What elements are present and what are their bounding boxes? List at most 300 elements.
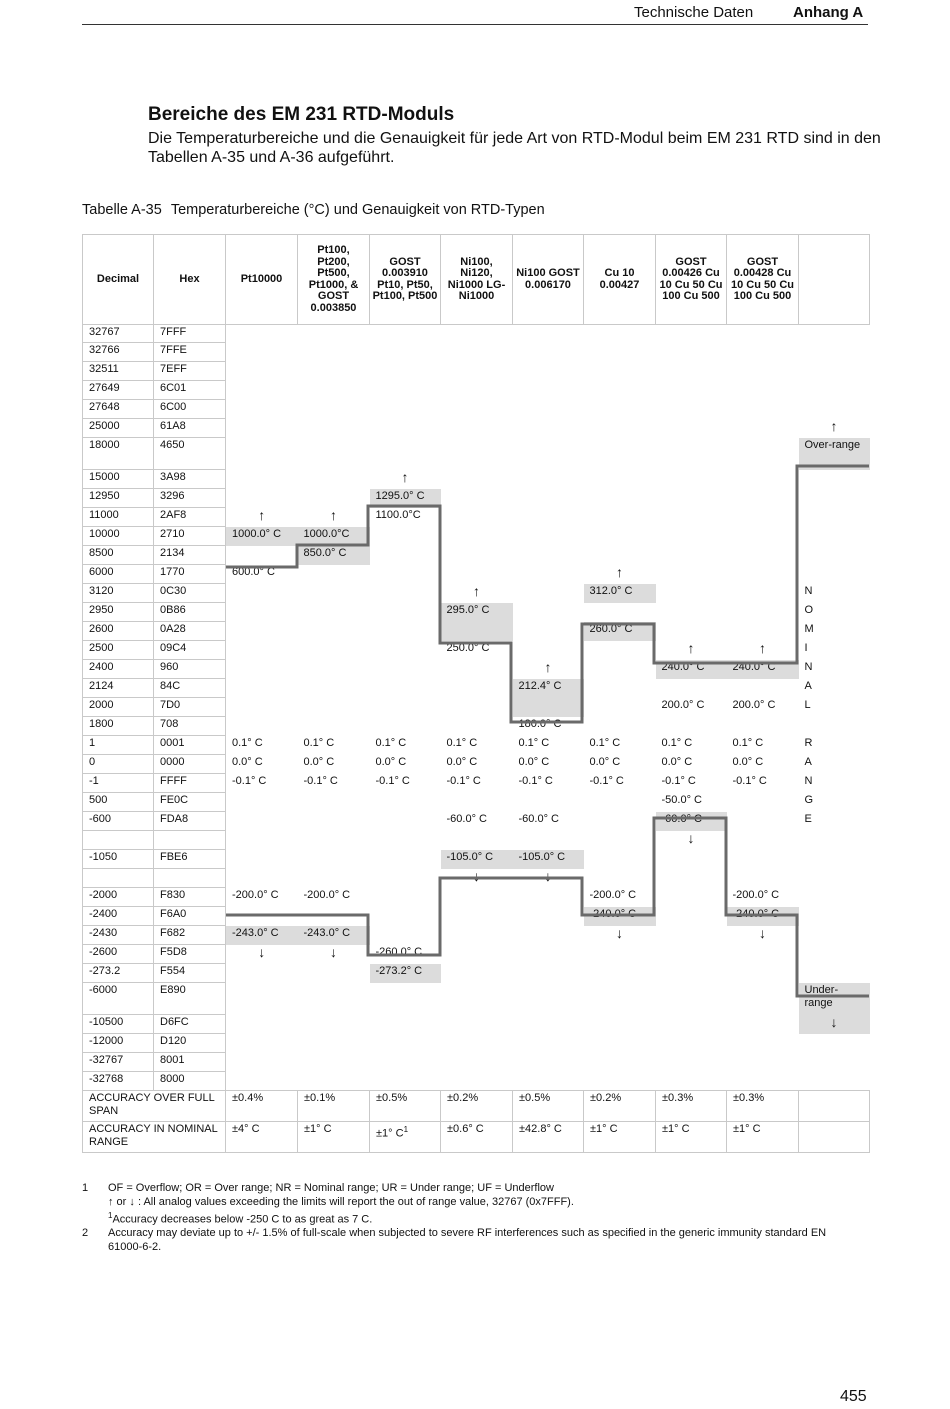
range-cell [727,400,799,419]
range-cell [370,343,441,362]
range-cell [298,1072,370,1091]
table-row [83,641,870,660]
range-cell [441,983,513,1015]
range-cell [441,419,513,438]
range-cell [584,603,656,622]
column-header: GOST 0.003910 Pt10, Pt50, Pt100, Pt500 [370,235,441,325]
range-cell [727,622,799,641]
hex-cell: 0B86 [154,603,226,622]
accuracy-value: ±42.8° C [513,1122,584,1153]
table-row [83,660,870,679]
range-cell [370,812,441,831]
range-cell [799,470,870,489]
range-cell [513,1034,584,1053]
accuracy-row [83,1091,870,1122]
range-cell [584,381,656,400]
decimal-cell: -1050 [83,850,154,869]
range-cell [298,660,370,679]
decimal-cell: -32767 [83,1053,154,1072]
hex-cell: 0C30 [154,584,226,603]
range-cell [370,546,441,565]
range-cell [513,793,584,812]
range-cell [513,325,584,343]
range-cell [370,584,441,603]
range-cell: M [804,622,814,635]
range-cell [298,964,370,983]
section-title: Bereiche des EM 231 RTD-Moduls [148,104,455,125]
range-cell: 0.1° C [446,736,478,749]
range-cell [298,869,370,888]
range-cell [799,888,870,907]
range-cell: 200.0° C [661,698,705,711]
range-cell [656,565,727,584]
range-cell [584,850,656,869]
range-cell [584,527,656,546]
range-cell [513,438,584,470]
hex-cell: 8000 [154,1072,226,1091]
range-cell [226,584,298,603]
range-cell [656,983,727,1015]
hex-cell: 3296 [154,489,226,508]
footnote-accuracy-decrease: Accuracy decreases below -250 C to as great as 7 C. [112,1213,373,1226]
table-caption [82,202,554,218]
range-cell [370,907,441,926]
table-row [83,508,870,527]
range-cell: ↓ [330,944,337,960]
range-cell [799,869,870,888]
range-cell [799,400,870,419]
decimal-cell: 6000 [83,565,154,584]
range-cell [727,343,799,362]
accuracy-label: ACCURACY IN NOMINAL RANGE [83,1122,226,1153]
range-cell [656,381,727,400]
table-row [83,362,870,381]
range-cell [370,793,441,812]
range-cell [298,470,370,489]
table-row [83,964,870,983]
range-cell [441,660,513,679]
hex-cell: F830 [154,888,226,907]
range-cell [584,470,656,489]
range-cell [513,603,584,622]
hex-cell: D6FC [154,1015,226,1034]
range-cell [441,945,513,964]
decimal-cell: 0 [83,755,154,774]
decimal-cell: -2400 [83,907,154,926]
range-cell [298,381,370,400]
range-cell [513,489,584,508]
hex-cell [154,831,226,850]
range-cell [656,527,727,546]
range-cell [584,362,656,381]
range-cell [584,831,656,850]
range-cell [727,508,799,527]
range-cell [799,508,870,527]
table-row [83,926,870,945]
range-cell [370,400,441,419]
table-row [83,1034,870,1053]
range-cell [298,622,370,641]
range-cell: O [804,603,814,616]
accuracy-value: ±1° C [727,1122,799,1153]
range-cell [656,1053,727,1072]
range-cell: Over-range [799,438,870,470]
footnote-number-2: 2 [82,1227,89,1240]
decimal-cell: 27648 [83,400,154,419]
range-cell [513,1015,584,1034]
table-row [83,831,870,850]
range-cell [727,679,799,698]
range-cell [370,1072,441,1091]
hex-cell: 8001 [154,1053,226,1072]
decimal-cell: 1800 [83,717,154,736]
table-row [83,1053,870,1072]
range-cell: 200.0° C [732,698,776,711]
range-cell [727,438,799,470]
range-cell [441,546,513,565]
table-row [83,679,870,698]
range-cell [656,1034,727,1053]
range-cell [513,584,584,603]
hex-cell: 960 [154,660,226,679]
range-cell [513,907,584,926]
range-cell [370,603,441,622]
range-cell [441,1015,513,1034]
table-row [83,907,870,926]
range-cell [727,325,799,343]
range-cell [799,926,870,945]
hex-cell: FBE6 [154,850,226,869]
range-cell [226,419,298,438]
range-cell [513,622,584,641]
range-cell [656,470,727,489]
range-cell: A [804,755,812,768]
table-header-row [83,235,870,325]
range-cell: -60.0° C [656,812,727,831]
range-cell [513,926,584,945]
range-cell [441,527,513,546]
decimal-cell: -32768 [83,1072,154,1091]
range-cell [370,679,441,698]
range-cell [727,831,799,850]
range-cell [298,584,370,603]
range-cell: ↑ [830,418,838,434]
range-cell [656,1072,727,1091]
range-cell: 250.0° C [446,641,490,654]
range-cell [441,438,513,470]
hex-cell: 7EFF [154,362,226,381]
range-cell: 0.0° C [661,755,693,768]
hex-cell: 708 [154,717,226,736]
range-cell [226,983,298,1015]
range-cell: ↑ [330,507,337,523]
table-row [83,1015,870,1034]
range-cell: ↑ [687,640,695,656]
hex-cell: 7D0 [154,698,226,717]
table-row [83,888,870,907]
range-cell [226,470,298,489]
range-cell: I [804,641,808,654]
range-cell [226,660,298,679]
decimal-cell: -6000 [83,983,154,1015]
hex-cell: FDA8 [154,812,226,831]
column-header: Hex [154,235,226,325]
range-cell [656,438,727,470]
range-cell [298,641,370,660]
table-row [83,343,870,362]
range-cell [656,325,727,343]
range-cell [370,698,441,717]
range-cell [441,964,513,983]
range-cell: -0.1° C [661,774,696,787]
range-cell [226,622,298,641]
range-cell [513,527,584,546]
range-cell [656,584,727,603]
range-cell [513,565,584,584]
range-cell [656,622,727,641]
range-cell [441,888,513,907]
hex-cell: 6C00 [154,400,226,419]
range-cell [298,793,370,812]
range-cell [727,381,799,400]
decimal-cell: 18000 [83,438,154,470]
range-cell [656,907,727,926]
range-cell: ↓ [544,868,552,884]
column-header: Ni100, Ni120, Ni1000 LG-Ni1000 [441,235,513,325]
hex-cell: 61A8 [154,419,226,438]
range-cell [370,527,441,546]
range-cell: -60.0° C [446,812,487,825]
accuracy-value: ±0.5% [513,1091,584,1122]
range-cell [298,698,370,717]
decimal-cell: 32511 [83,362,154,381]
table-row [83,622,870,641]
range-cell [441,470,513,489]
hex-cell: 09C4 [154,641,226,660]
range-cell [799,964,870,983]
range-cell [727,869,799,888]
range-cell [226,489,298,508]
range-cell [441,698,513,717]
range-cell [226,1015,298,1034]
range-cell [298,1015,370,1034]
range-cell: L [804,698,811,711]
range-cell [370,381,441,400]
range-cell [584,508,656,527]
table-row [83,812,870,831]
hex-cell: F6A0 [154,907,226,926]
range-cell [370,438,441,470]
accuracy-value: ±0.2% [441,1091,513,1122]
accuracy-value: ±1° C [584,1122,656,1153]
decimal-cell: 500 [83,793,154,812]
hex-cell: 2134 [154,546,226,565]
accuracy-value: ±4° C [226,1122,298,1153]
range-cell [441,343,513,362]
range-cell [226,869,298,888]
range-cell [799,945,870,964]
table-row [83,419,870,438]
range-cell [799,362,870,381]
column-header [799,235,870,325]
range-cell [226,793,298,812]
hex-cell: FFFF [154,774,226,793]
range-cell: ↓ [258,944,266,960]
rtd-range-table [82,234,870,1153]
range-cell: 1295.0° C [370,489,441,508]
decimal-cell: 25000 [83,419,154,438]
range-cell: -0.1° C [375,774,410,787]
range-cell [226,603,298,622]
range-cell: 0.1° C [232,736,263,749]
range-cell [584,660,656,679]
range-cell [370,1053,441,1072]
table-caption-id: Tabelle A-35 [82,202,162,218]
range-cell [656,603,727,622]
range-cell: -60.0° C [518,812,559,825]
range-cell [226,325,298,343]
range-cell [298,907,370,926]
range-cell [727,603,799,622]
hex-cell: 0000 [154,755,226,774]
range-cell [727,983,799,1015]
range-cell [656,869,727,888]
range-cell [370,869,441,888]
header-appendix: Anhang A [793,4,864,21]
range-cell [513,831,584,850]
footnote-number-1: 1 [82,1182,89,1194]
range-cell: ↑ [759,640,766,656]
range-cell [799,565,870,584]
range-cell: G [804,793,814,806]
range-cell: -273.2° C [370,964,441,983]
decimal-cell: 2124 [83,679,154,698]
range-cell [441,508,513,527]
range-cell: -260.0° C [375,945,423,958]
accuracy-row [83,1122,870,1153]
table-row [83,325,870,343]
accuracy-value: ±0.2% [584,1091,656,1122]
range-cell [226,831,298,850]
accuracy-value: ±0.3% [656,1091,727,1122]
range-cell [727,850,799,869]
table-row [83,698,870,717]
section-body: Die Temperaturbereiche und die Genauigkeit für jede Art von RTD-Modul beim EM 231 RTD sind in den Tabellen A-35 und A-36 aufgeführt. [148,130,881,166]
table-row [83,565,870,584]
range-cell [656,945,727,964]
accuracy-value: ±1° C [298,1122,370,1153]
range-cell [298,565,370,584]
decimal-cell: 10000 [83,527,154,546]
range-cell [226,907,298,926]
table-row [83,527,870,546]
range-cell [370,888,441,907]
range-cell [441,679,513,698]
accuracy-label: ACCURACY OVER FULL SPAN [83,1091,226,1122]
range-cell [441,1053,513,1072]
footnote-abbreviations: OF = Overflow; OR = Over range; NR = Nominal range; UR = Under range; UF = Underflow [108,1182,554,1194]
hex-cell [154,869,226,888]
range-cell [441,325,513,343]
range-cell [656,679,727,698]
range-cell [298,831,370,850]
table-row [83,546,870,565]
range-cell [298,1034,370,1053]
range-cell [226,343,298,362]
hex-cell: 2AF8 [154,508,226,527]
range-cell: ↑ [401,469,409,485]
table-row [83,381,870,400]
range-cell: 0.1° C [518,736,550,749]
range-cell [584,983,656,1015]
range-cell [441,362,513,381]
hex-cell: 3A98 [154,470,226,489]
range-cell: -105.0° C [441,850,513,869]
range-cell [226,362,298,381]
hex-cell: F682 [154,926,226,945]
table-row [83,850,870,869]
range-cell [226,679,298,698]
range-cell [226,717,298,736]
range-cell [799,850,870,869]
table-row [83,603,870,622]
hex-cell: 1770 [154,565,226,584]
range-cell [370,641,441,660]
range-cell: N [804,584,813,597]
range-cell [727,1072,799,1091]
range-cell: 180.0° C [518,717,562,730]
range-cell: Under-range [799,983,870,1015]
decimal-cell [83,831,154,850]
range-cell: -240.0° C [584,907,656,926]
range-cell [226,381,298,400]
column-header: Ni100 GOST 0.006170 [513,235,584,325]
footnote-out-of-range: ↑ or ↓ : All analog values exceeding the limits will report the out of range value, 32767 (0x7FFF). [108,1195,574,1208]
range-cell: N [804,774,813,787]
range-cell: 0.1° C [303,736,335,749]
range-cell [513,698,584,717]
range-cell [584,546,656,565]
hex-cell: 7FFE [154,343,226,362]
range-cell: 0.0° C [518,755,550,768]
range-cell [441,400,513,419]
range-cell [656,850,727,869]
range-cell [441,1034,513,1053]
table-caption-text: Temperaturbereiche (°C) und Genauigkeit von RTD-Typen [170,202,545,218]
hex-cell: D120 [154,1034,226,1053]
range-cell [441,1072,513,1091]
range-cell [727,945,799,964]
range-cell [727,470,799,489]
range-cell [513,400,584,419]
column-header: Decimal [83,235,154,325]
range-cell [656,343,727,362]
range-cell: 0.1° C [732,736,764,749]
header-section-name: Technische Daten [634,4,754,21]
footnotes [82,1182,862,1254]
range-cell [656,717,727,736]
decimal-cell: 32766 [83,343,154,362]
range-cell: -0.1° C [518,774,553,787]
range-cell [298,1053,370,1072]
range-cell [370,983,441,1015]
range-cell [584,343,656,362]
table-row [83,470,870,489]
range-cell [584,698,656,717]
range-cell [656,546,727,565]
range-cell [370,1015,441,1034]
column-header: Cu 10 0.00427 [584,235,656,325]
